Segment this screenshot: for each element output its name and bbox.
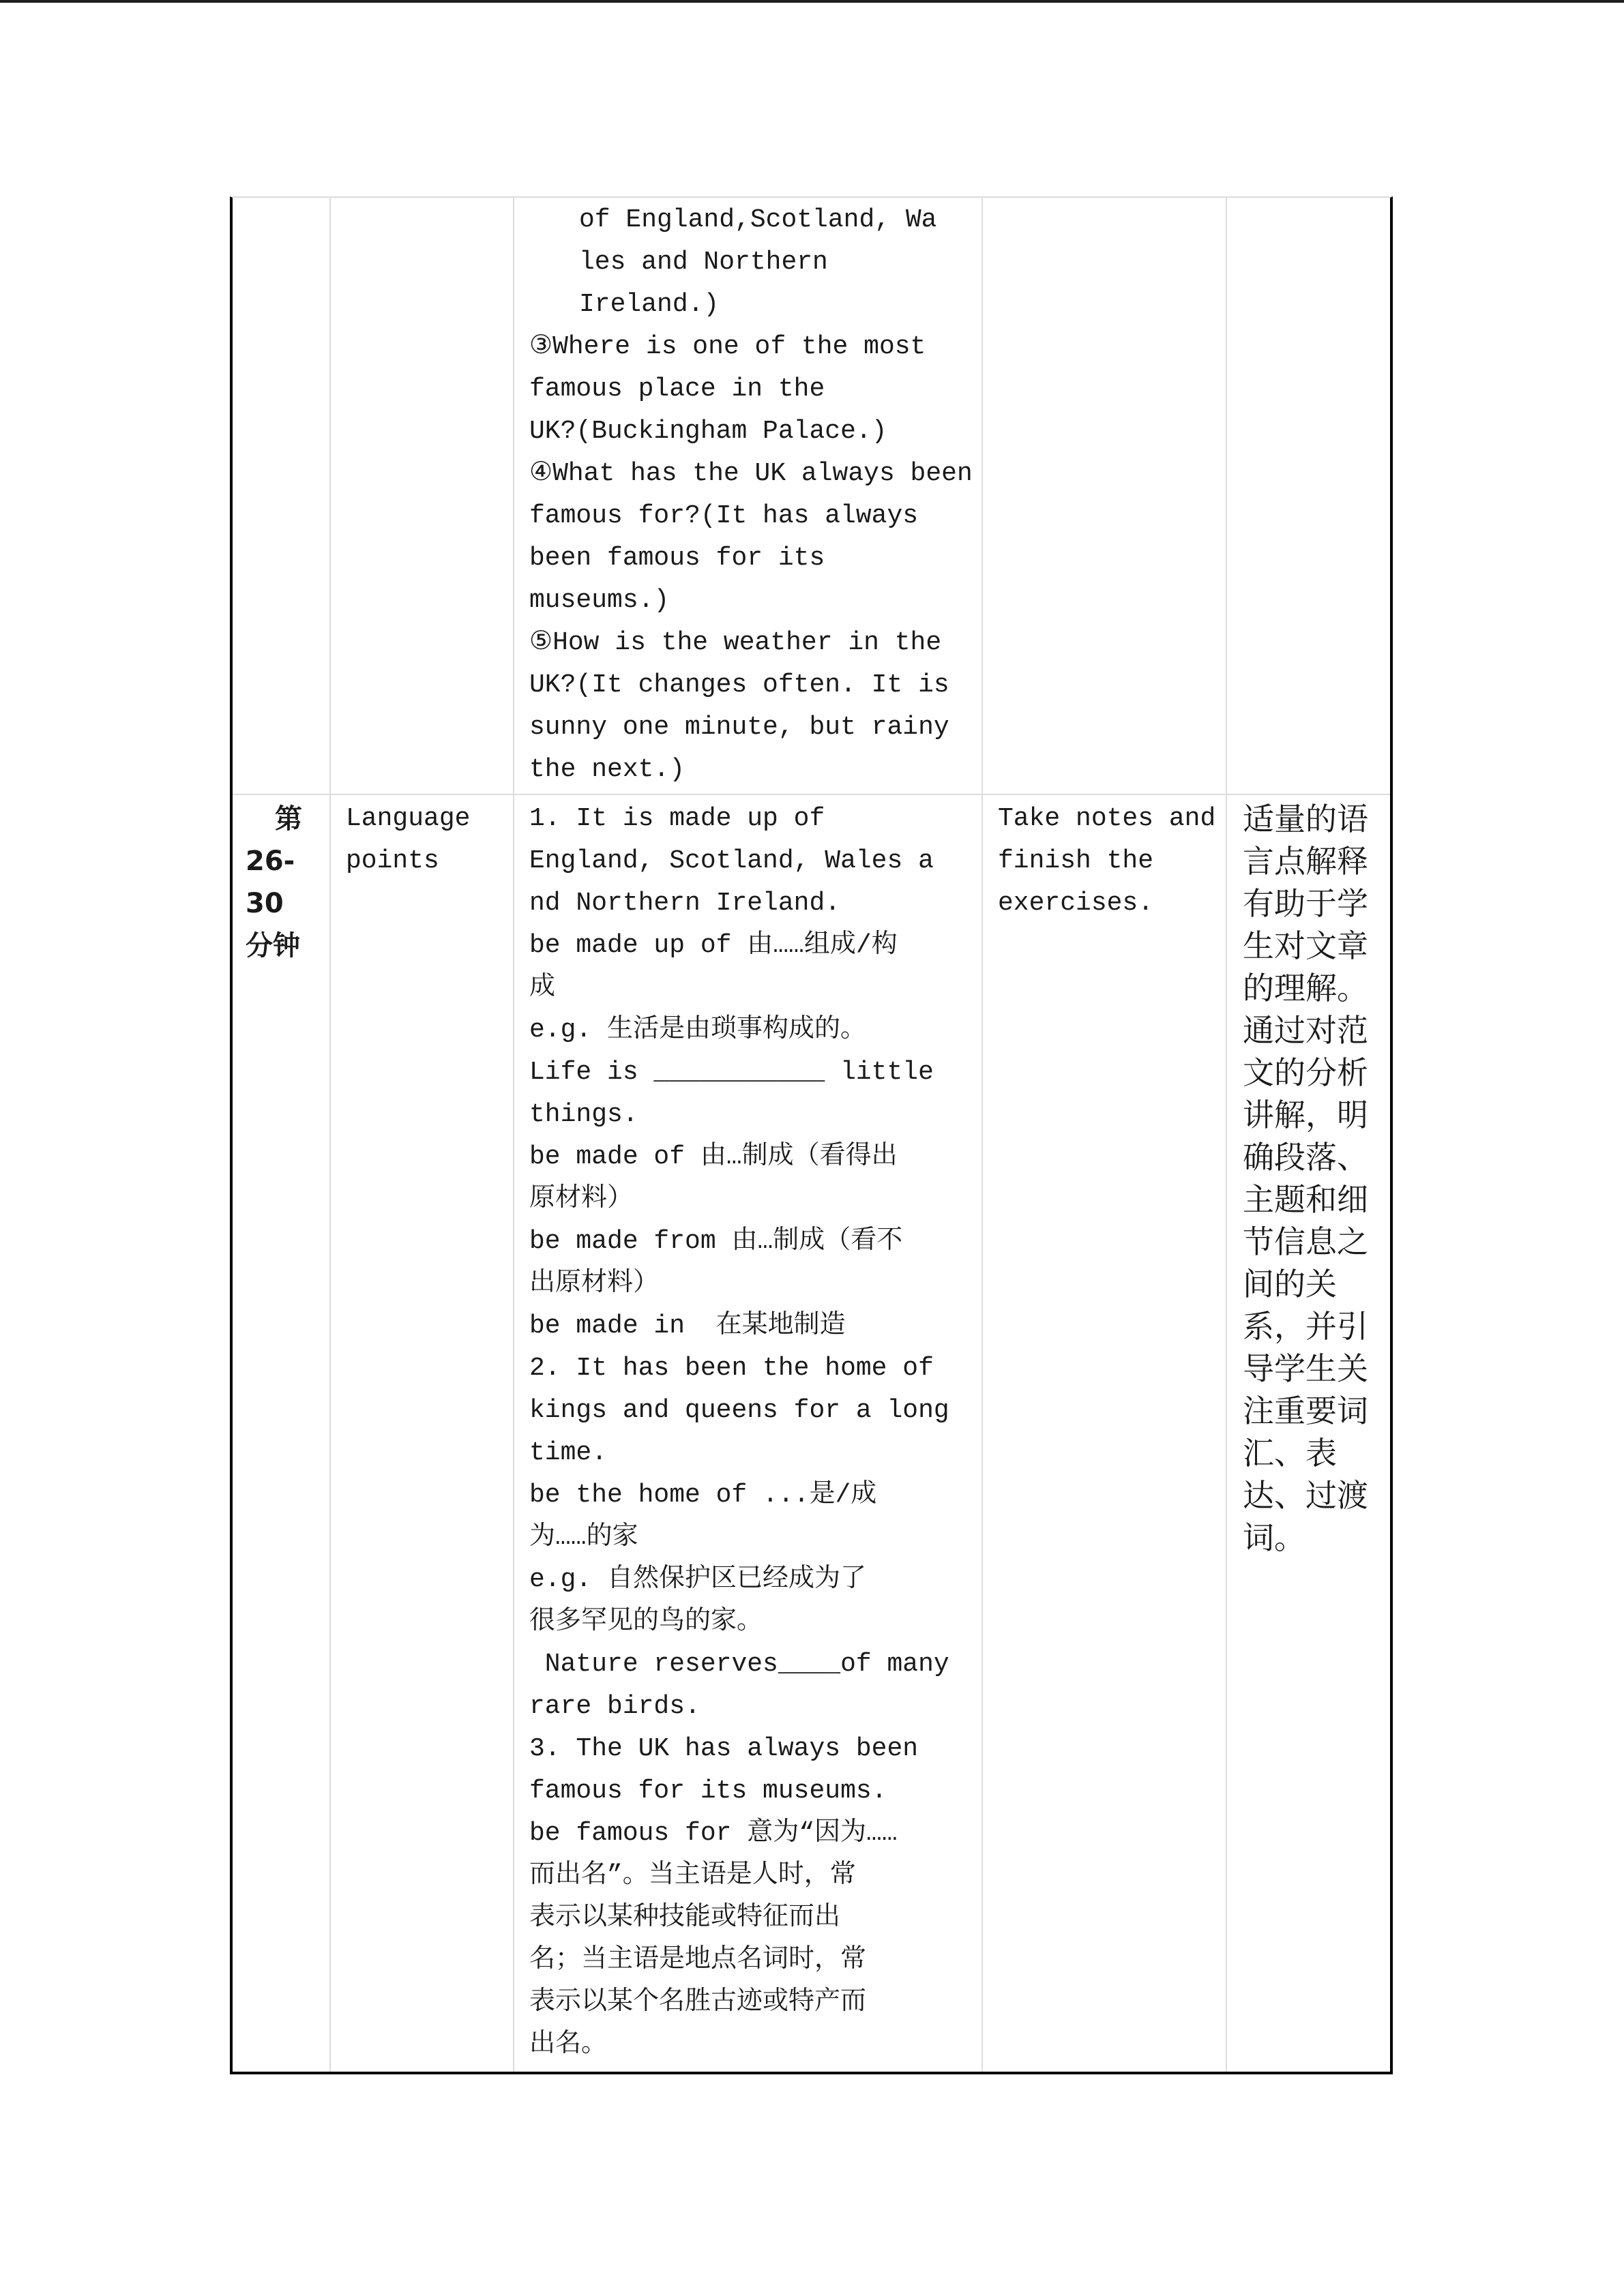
text-line: sunny one minute, but rainy bbox=[529, 713, 949, 742]
text-line: finish the bbox=[998, 846, 1154, 876]
text-line: be famous for 意为“因为…… bbox=[529, 1819, 898, 1848]
text-line: ④What has the UK always been bbox=[529, 459, 973, 488]
text-line: nd Northern Ireland. bbox=[529, 889, 841, 918]
text-line: 词。 bbox=[1243, 1519, 1305, 1556]
text-line: 表示以某种技能或特征而出 bbox=[529, 1903, 841, 1933]
text-line: 讲解，明 bbox=[1243, 1097, 1368, 1133]
text-line: exercises. bbox=[998, 889, 1154, 918]
text-line: famous for its museums. bbox=[529, 1776, 887, 1806]
student-activity-cell bbox=[983, 795, 1227, 2074]
time-cell bbox=[230, 795, 331, 2074]
text-line: points bbox=[346, 846, 439, 876]
teacher-activity-cell bbox=[514, 196, 983, 795]
text-line: 通过对范 bbox=[1243, 1012, 1368, 1049]
text-line: 很多罕见的鸟的家。 bbox=[529, 1607, 763, 1637]
text-line: 注重要词 bbox=[1243, 1392, 1368, 1429]
text-line: 而出名”。当主语是人时，常 bbox=[529, 1861, 856, 1890]
lesson-plan-table bbox=[230, 196, 1393, 2074]
text-line: 节信息之 bbox=[1243, 1223, 1368, 1260]
page-top-edge bbox=[0, 0, 1624, 3]
text-line: kings and queens for a long bbox=[529, 1396, 949, 1425]
step-cell bbox=[331, 196, 514, 795]
text-line: 成 bbox=[529, 973, 556, 1002]
text-line: been famous for its bbox=[529, 543, 825, 573]
text-line: 的理解。 bbox=[1243, 970, 1368, 1007]
text-line: ③Where is one of the most bbox=[529, 332, 926, 361]
text-line: the next.) bbox=[529, 755, 685, 784]
text-line: Nature reserves____of many bbox=[529, 1650, 949, 1679]
text-line: 第 bbox=[275, 803, 302, 835]
text-line: e.g. 生活是由琐事构成的。 bbox=[529, 1015, 867, 1045]
text-line: 原材料） bbox=[529, 1184, 634, 1214]
text-line: be made from 由…制成（看不 bbox=[529, 1227, 903, 1256]
text-line: 导学生关 bbox=[1243, 1350, 1368, 1387]
teacher-activity-cell bbox=[514, 795, 983, 2074]
text-line: 3. The UK has always been bbox=[529, 1734, 919, 1763]
text-line: 30 bbox=[246, 888, 284, 919]
text-line: things. bbox=[529, 1100, 638, 1129]
text-line: 为……的家 bbox=[529, 1523, 638, 1552]
text-line: 文的分析 bbox=[1243, 1054, 1368, 1091]
text-line: 名；当主语是地点名词时，常 bbox=[529, 1945, 867, 1975]
text-line: 2. It has been the home of bbox=[529, 1354, 934, 1383]
text-line: be made in 在某地制造 bbox=[529, 1311, 846, 1341]
text-line: 出原材料） bbox=[529, 1269, 660, 1298]
step-cell bbox=[331, 795, 514, 2074]
text-line: les and Northern bbox=[579, 248, 828, 277]
text-line: 适量的语 bbox=[1243, 801, 1368, 837]
text-line: famous place in the bbox=[529, 374, 825, 404]
text-line: of England,Scotland, Wa bbox=[579, 205, 937, 235]
text-line: UK?(Buckingham Palace.) bbox=[529, 417, 887, 446]
time-cell bbox=[230, 196, 331, 795]
text-line: famous for?(It has always bbox=[529, 501, 919, 531]
text-line: 出名。 bbox=[529, 2030, 608, 2059]
text-line: 主题和细 bbox=[1243, 1181, 1368, 1218]
text-line: Ireland.) bbox=[579, 290, 720, 319]
text-line: UK?(It changes often. It is bbox=[529, 670, 949, 700]
text-line: rare birds. bbox=[529, 1692, 700, 1721]
text-line: 汇、表 bbox=[1243, 1435, 1337, 1472]
student-activity-cell bbox=[983, 196, 1227, 795]
text-line: 1. It is made up of bbox=[529, 804, 825, 833]
text-line: 确段落、 bbox=[1243, 1139, 1368, 1176]
text-line: 达、过渡 bbox=[1243, 1477, 1368, 1514]
text-line: be made up of 由……组成/构 bbox=[529, 931, 898, 960]
text-line: 生对文章 bbox=[1243, 927, 1368, 964]
text-line: museums.) bbox=[529, 586, 670, 615]
text-line: be made of 由…制成（看得出 bbox=[529, 1142, 898, 1172]
text-line: 间的关 bbox=[1243, 1266, 1337, 1302]
text-line: ⑤How is the weather in the bbox=[529, 628, 942, 657]
text-line: 言点解释 bbox=[1243, 843, 1368, 880]
text-line: 系，并引 bbox=[1243, 1308, 1368, 1345]
text-line: 26- bbox=[246, 846, 295, 877]
text-line: England, Scotland, Wales a bbox=[529, 846, 934, 876]
text-line: Take notes and bbox=[998, 804, 1216, 833]
text-line: 有助于学 bbox=[1243, 885, 1368, 922]
text-line: e.g. 自然保护区已经成为了 bbox=[529, 1565, 867, 1594]
text-line: Life is ___________ little bbox=[529, 1058, 934, 1087]
text-line: be the home of ...是/成 bbox=[529, 1480, 877, 1510]
text-line: 表示以某个名胜古迹或特产而 bbox=[529, 1988, 867, 2017]
text-line: 分钟 bbox=[246, 930, 300, 961]
design-intent-cell bbox=[1227, 196, 1393, 795]
design-intent-cell bbox=[1227, 795, 1393, 2074]
text-line: time. bbox=[529, 1438, 608, 1467]
text-line: Language bbox=[346, 804, 471, 833]
